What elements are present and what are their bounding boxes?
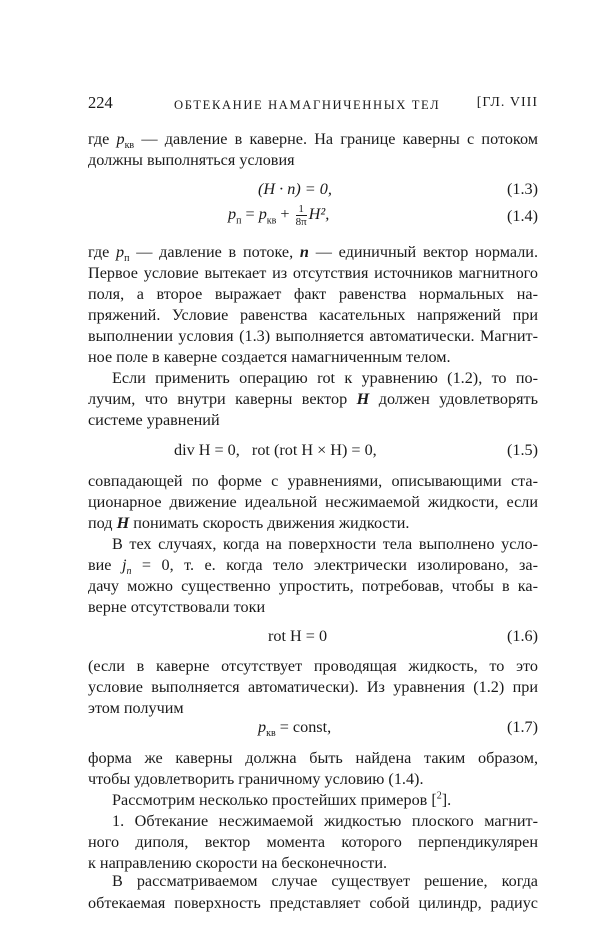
text-line: под H понимать скорость движения жидкости. bbox=[88, 514, 410, 533]
text-line: верне отсутствовали токи bbox=[88, 598, 266, 617]
text-line: поля, а второе выражает факт равенства нормальных на- bbox=[88, 284, 538, 303]
text-line: системе уравнений bbox=[88, 410, 220, 429]
text-line: вие $j_n = 0$, т. е. когда тело электрически изолировано, за- bbox=[88, 556, 538, 578]
equation-1-3 bbox=[88, 178, 538, 202]
equation-label: (1.3) bbox=[506, 179, 538, 198]
equation-1-7: $p_{кв}$ = const, (1.7) bbox=[258, 718, 538, 740]
text-line: В рассматриваемом случае существует решение, когда bbox=[112, 872, 538, 890]
text-line: обтекаемая поверхность представляет собой цилиндр, радиус bbox=[88, 894, 538, 912]
text-line: В тех случаях, когда на поверхности тела выполнено усло- bbox=[112, 535, 538, 554]
text-line: совпадающей по форме с уравнениями, описывающими ста- bbox=[88, 472, 538, 491]
equation-1-4: $p_п = p_{кв}$ + $\frac{1}{8\pi}$ H², (1.4) bbox=[228, 202, 538, 228]
equation-formula: (H · n) = 0, bbox=[258, 179, 332, 198]
chapter-label: [ГЛ. VIII bbox=[476, 95, 538, 110]
text-line: дачу можно существенно упростить, потребовав, чтобы в ка- bbox=[88, 577, 538, 596]
text-line: где $p_п$ — давление в потоке, n — единичный вектор нормали. bbox=[88, 242, 538, 265]
text-line: Если применить операцию rot к уравнению (1.2), то по- bbox=[112, 368, 538, 387]
text-line: где $p_{кв}$ — давление в каверне. На границе каверны с потоком bbox=[88, 130, 538, 152]
text-line: ное поле в каверне создается намагниченным телом. bbox=[88, 347, 451, 366]
text-line: ного диполя, вектор момента которого перпендикулярен bbox=[88, 833, 538, 852]
text-line: (если в каверне отсутствует проводящая жидкость, то это bbox=[88, 657, 538, 676]
text-line: форма же каверны должна быть найдена таким образом, bbox=[88, 748, 538, 767]
equation-label: (1.4) bbox=[506, 206, 538, 225]
text-line: ционарное движение идеальной несжимаемой жидкости, если bbox=[88, 493, 538, 512]
text-line: к направлению скорости на бесконечности. bbox=[88, 854, 388, 873]
header-title: ОБТЕКАНИЕ НАМАГНИЧЕННЫХ ТЕЛ bbox=[174, 98, 441, 112]
text-line: 1. Обтекание несжимаемой жидкостью плоского магнит- bbox=[112, 812, 538, 831]
text-line: Первое условие вытекает из отсутствия источников магнитного bbox=[88, 263, 538, 282]
text-line: этом получим bbox=[88, 699, 184, 718]
text-line: Рассмотрим несколько простейших примеров [$^2$]. bbox=[112, 790, 452, 809]
reference: 2 bbox=[436, 790, 442, 802]
equation-1-6 bbox=[88, 625, 538, 649]
text-line: должны выполняться условия bbox=[88, 151, 295, 170]
equation-formula: rot H = 0 bbox=[268, 626, 328, 645]
running-header bbox=[88, 92, 538, 114]
equation-1-5 bbox=[88, 439, 538, 463]
equation-label: (1.6) bbox=[506, 626, 538, 645]
text-line: условие выполняется автоматически). Из уравнения (1.2) при bbox=[88, 678, 538, 697]
text-line: пряжений. Условие равенства касательных напряжений при bbox=[88, 305, 538, 324]
equation-formula: div H = 0, rot (rot H × H) = 0, bbox=[174, 441, 377, 460]
page-number: 224 bbox=[88, 93, 113, 112]
fraction: $\frac{1}{8\pi}$ bbox=[295, 202, 307, 228]
text-line: лучим, что внутри каверны вектор H должен удовлетворять bbox=[88, 389, 538, 408]
text-line: выполнении условия (1.3) выполняется автоматически. Магнит- bbox=[88, 326, 538, 345]
equation-label: (1.7) bbox=[506, 718, 538, 737]
equation-label: (1.5) bbox=[506, 441, 538, 460]
text-line: чтобы удовлетворить граничному условию (1.4). bbox=[88, 770, 424, 788]
